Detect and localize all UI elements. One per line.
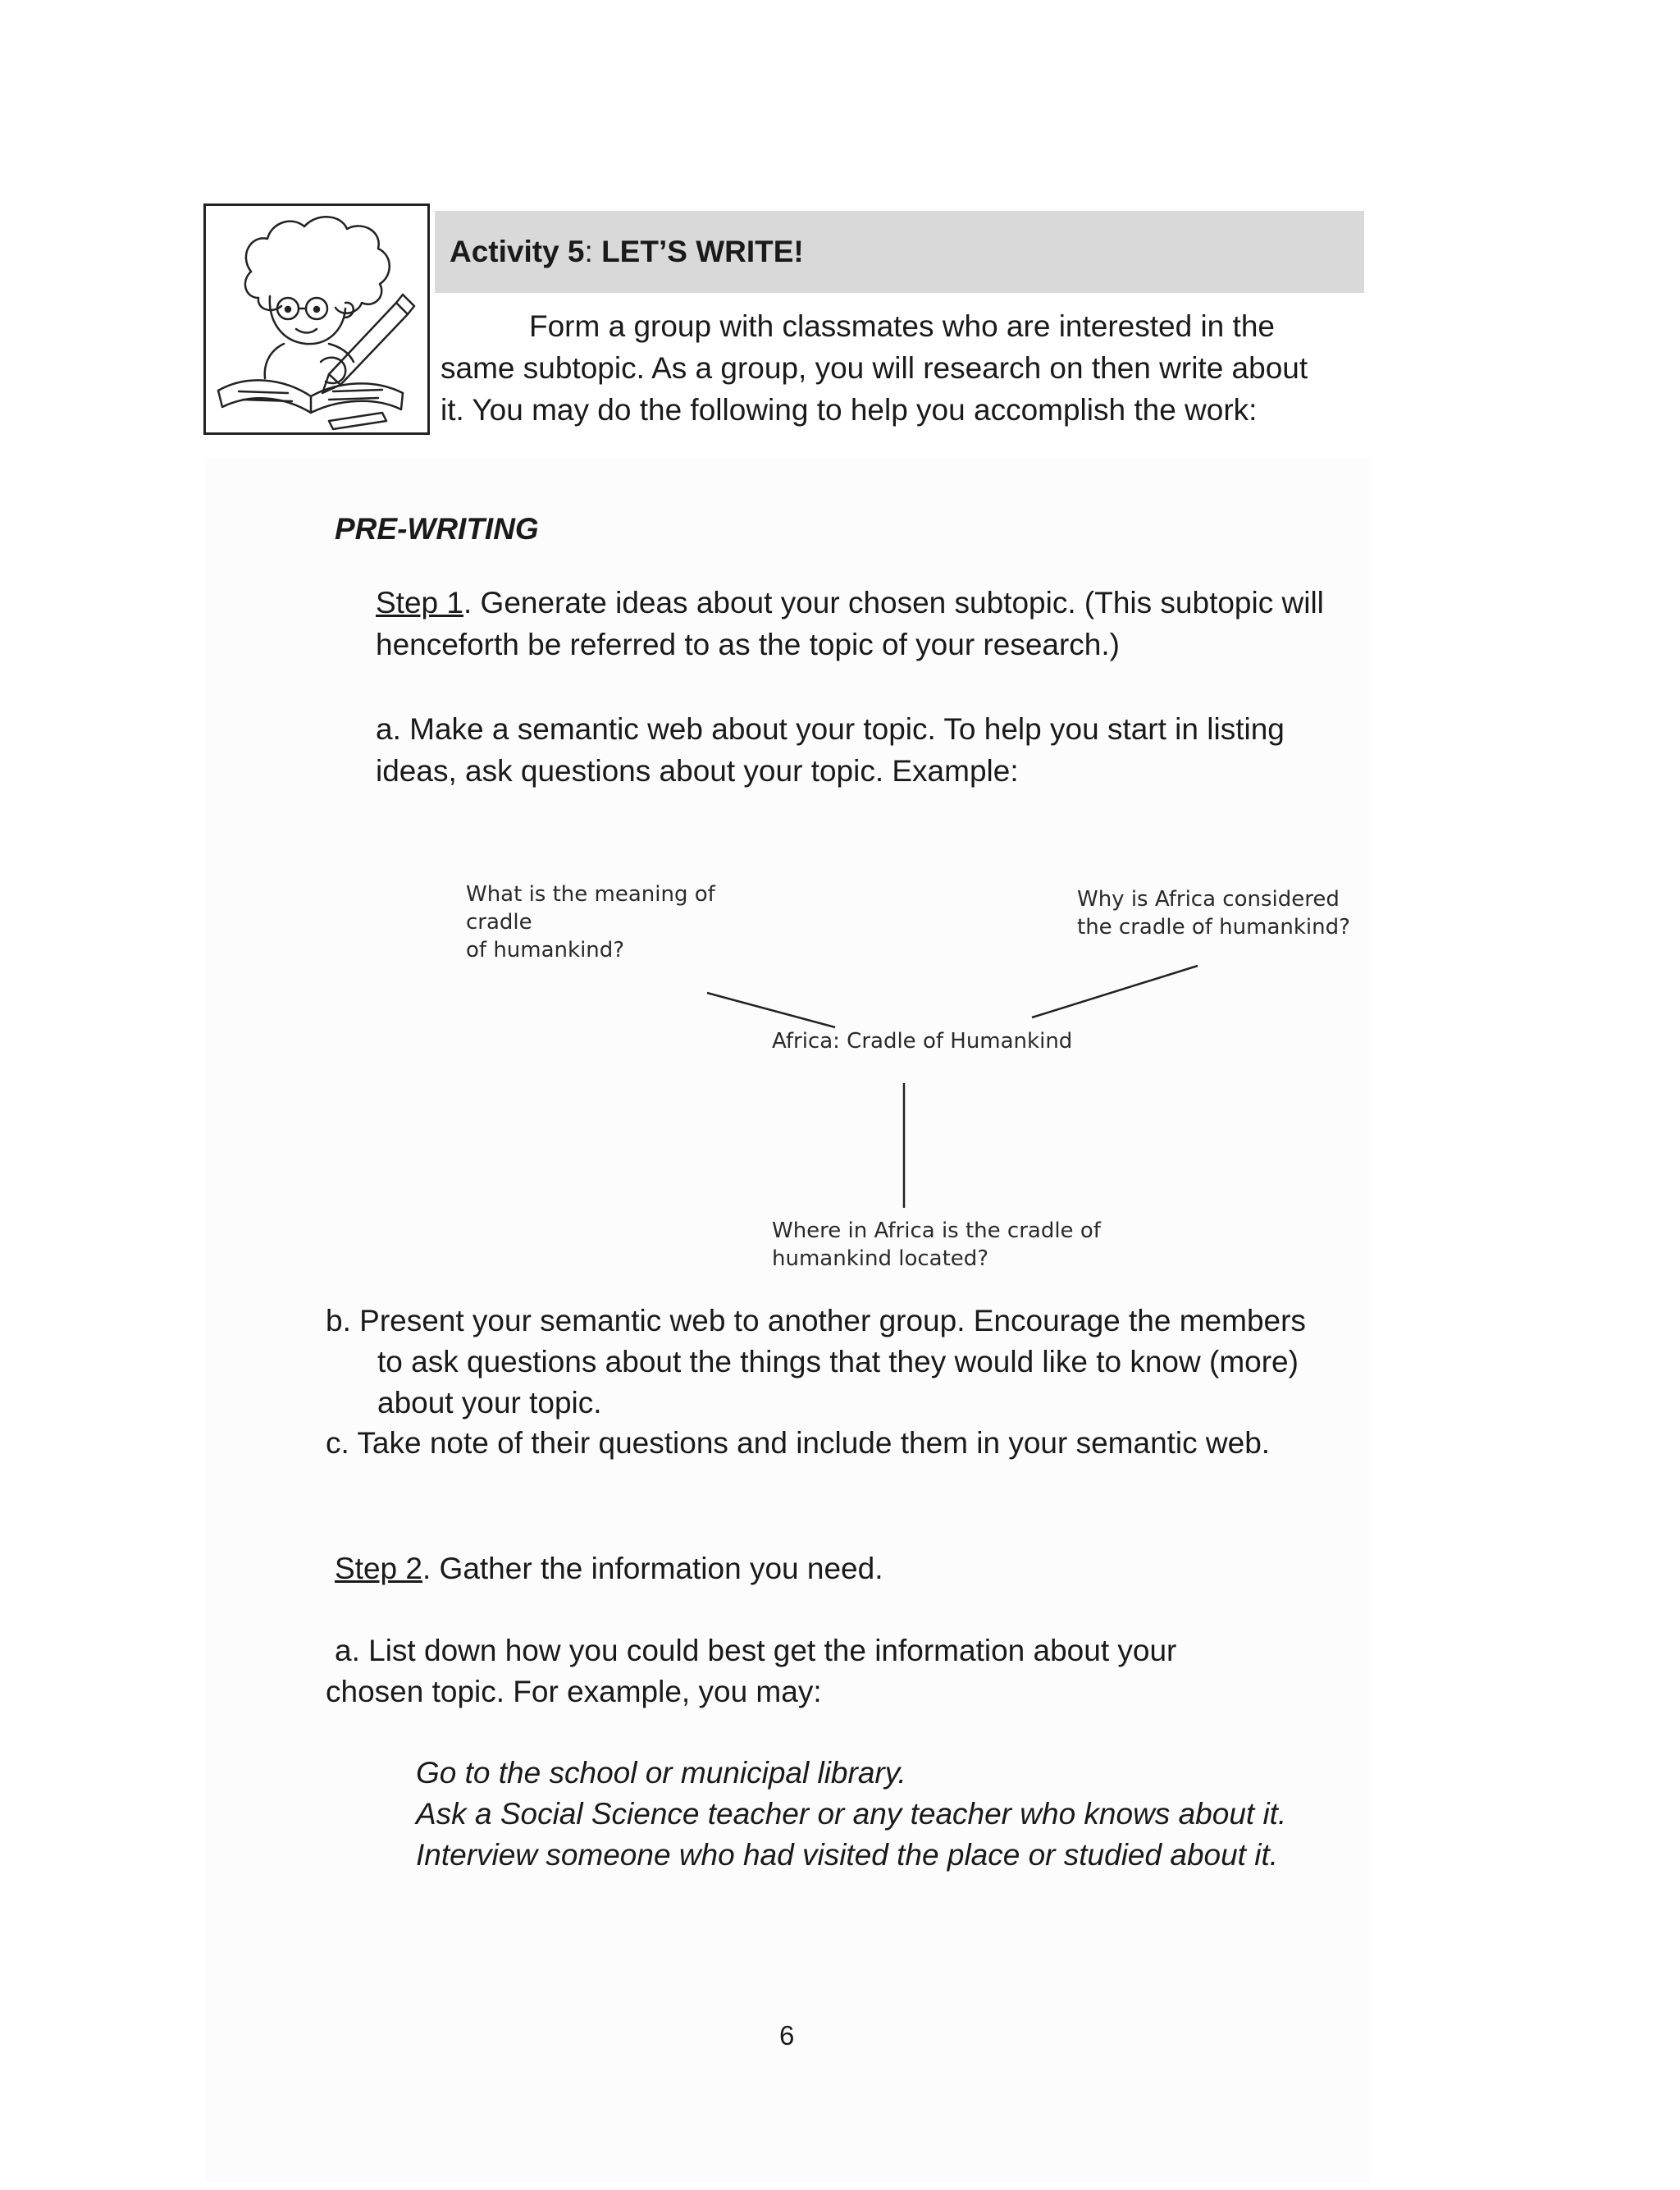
activity-separator: : — [584, 235, 593, 268]
activity-heading: LET’S WRITE! — [601, 235, 804, 268]
step2-text: . Gather the information you need. — [422, 1552, 883, 1585]
web-question-where — [772, 1217, 1101, 1273]
web-question-why-line: Why is Africa considered — [1077, 887, 1340, 912]
intro-line-2: same subtopic. As a group, you will research on then write about — [441, 351, 1308, 385]
step2-label: Step 2 — [335, 1552, 422, 1585]
connector-q1 — [707, 993, 835, 1027]
page-number: 6 — [779, 2020, 795, 2051]
item-b-line-1: b. Present your semantic web to another group. Encourage the members — [326, 1304, 1306, 1337]
connector-q2 — [1032, 966, 1198, 1017]
item-b-line-3: about your topic. — [377, 1386, 602, 1420]
step2-line — [335, 1548, 883, 1589]
web-question-meaning — [466, 880, 715, 964]
step2a-line-2: chosen topic. For example, you may: — [326, 1675, 822, 1708]
web-center-topic: Africa: Cradle of Humankind — [772, 1029, 1073, 1054]
web-question-why-line: the cradle of humankind? — [1077, 915, 1350, 940]
activity-label: Activity 5 — [450, 235, 585, 268]
web-question-meaning-line: of humankind? — [466, 938, 625, 962]
web-question-where-line: humankind located? — [772, 1246, 989, 1271]
intro-line-3: it. You may do the following to help you accomplish the work: — [441, 393, 1258, 427]
step1-text: . Generate ideas about your chosen subtopic. (This subtopic will — [463, 586, 1324, 620]
step1a-line-2: ideas, ask questions about your topic. Example: — [376, 754, 1019, 788]
item-c-line: c. Take note of their questions and include them in your semantic web. — [326, 1426, 1271, 1460]
prewriting-heading: PRE-WRITING — [335, 512, 539, 546]
intro-line-1: Form a group with classmates who are interested in the — [529, 309, 1275, 343]
step1-line-2: henceforth be referred to as the topic of your research.) — [376, 628, 1120, 661]
web-question-why — [1077, 885, 1350, 941]
option-interview: Interview someone who had visited the place or studied about it. — [416, 1838, 1279, 1872]
step2a-line-1: a. List down how you could best get the information about your — [335, 1634, 1177, 1667]
option-teacher: Ask a Social Science teacher or any teacher who knows about it. — [416, 1797, 1287, 1831]
item-b-line-2: to ask questions about the things that they would like to know (more) — [377, 1345, 1299, 1378]
web-question-where-line: Where in Africa is the cradle of — [772, 1218, 1101, 1243]
web-question-meaning-line: What is the meaning of — [466, 882, 715, 907]
web-question-meaning-line: cradle — [466, 910, 532, 935]
step1-label: Step 1 — [376, 586, 463, 620]
step1a-line-1: a. Make a semantic web about your topic. To help you start in listing — [376, 712, 1285, 746]
option-library: Go to the school or municipal library. — [416, 1756, 906, 1790]
